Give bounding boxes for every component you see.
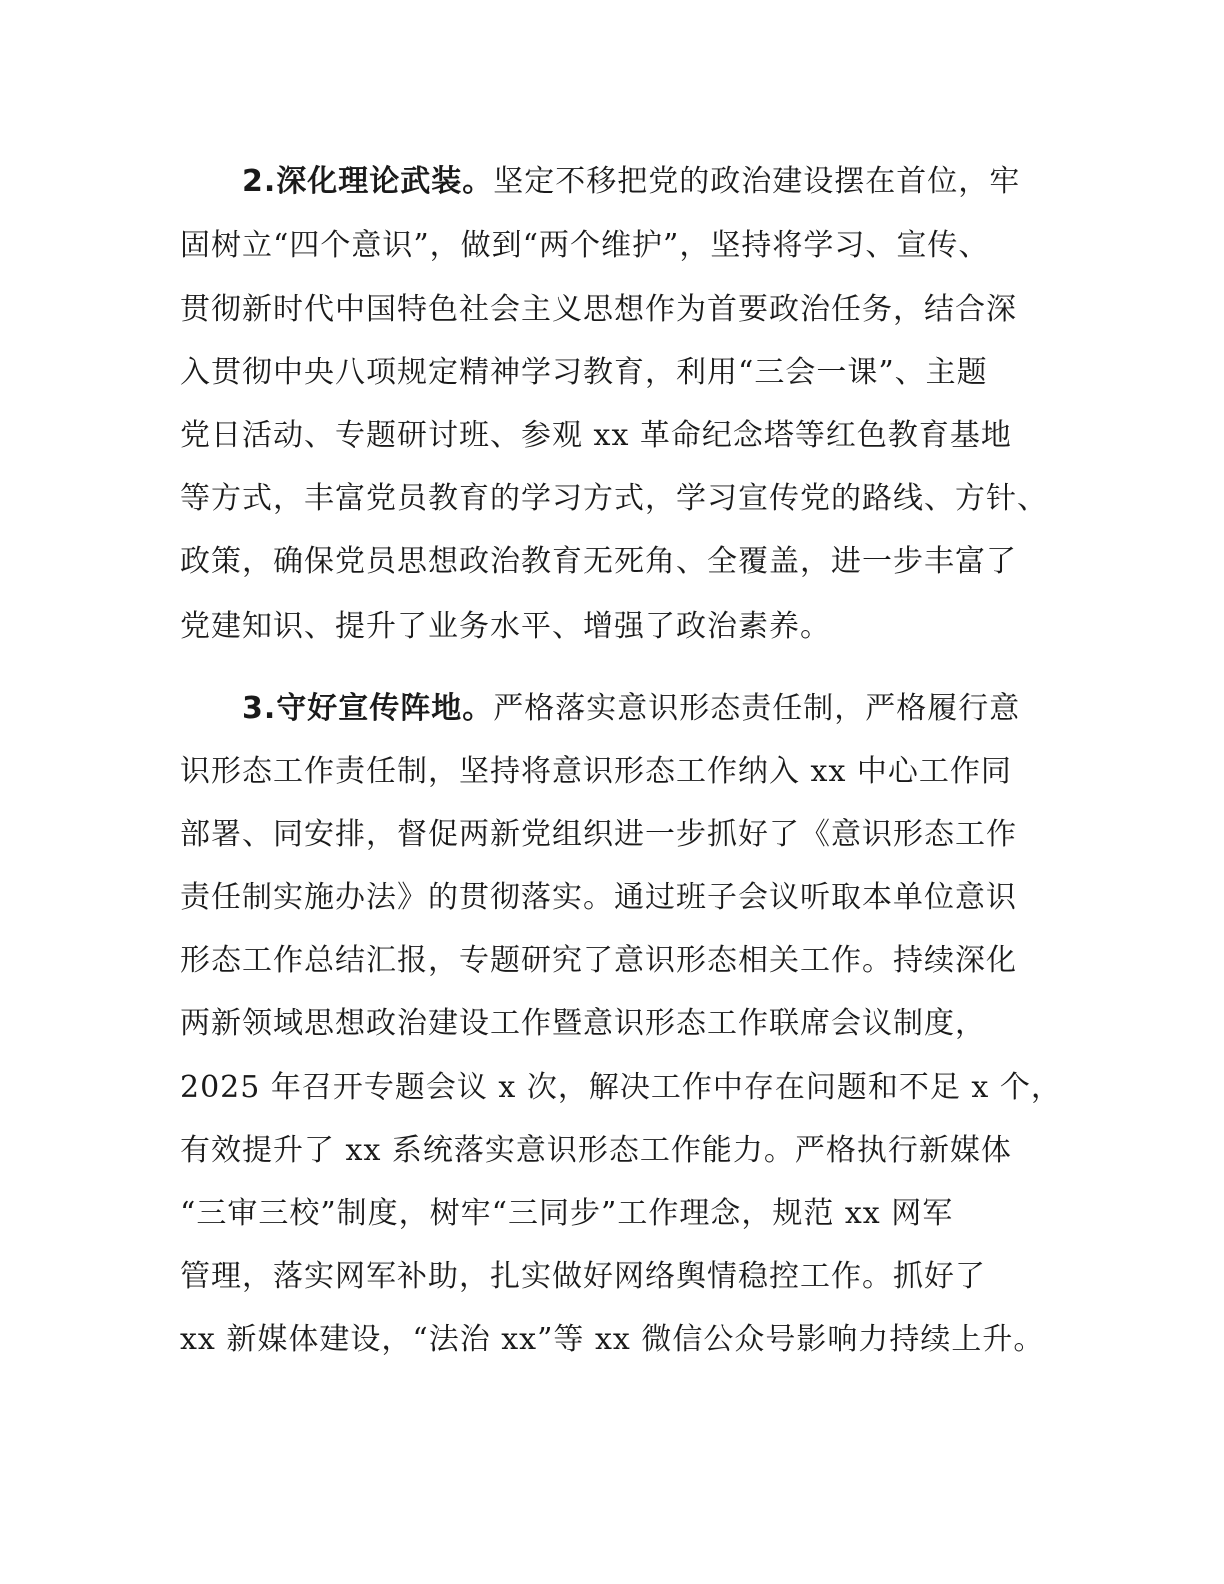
paragraph-line <box>242 689 1020 729</box>
paragraph-line: 有效提升了 xx 系统落实意识形态工作能力。严格执行新媒体 <box>180 1133 1012 1168</box>
paragraph-line: 固树立“四个意识”，做到“两个维护”，坚持将学习、宣传、 <box>180 228 990 263</box>
paragraph-line: 贯彻新时代中国特色社会主义思想作为首要政治任务，结合深 <box>180 292 1017 327</box>
paragraph-line: 部署、同安排，督促两新党组织进一步抓好了《意识形态工作 <box>180 817 1017 852</box>
body-text: 坚定不移把党的政治建设摆在首位，牢 <box>493 164 1021 199</box>
paragraph-line: 责任制实施办法》的贯彻落实。通过班子会议听取本单位意识 <box>180 880 1017 915</box>
paragraph-line: 等方式，丰富党员教育的学习方式，学习宣传党的路线、方针、 <box>180 481 1048 516</box>
paragraph-line: 管理，落实网军补助，扎实做好网络舆情稳控工作。抓好了 <box>180 1259 986 1294</box>
paragraph-line <box>242 162 1020 202</box>
paragraph-line: 党日活动、专题研讨班、参观 xx 革命纪念塔等红色教育基地 <box>180 418 1012 453</box>
paragraph-line: 2025 年召开专题会议 x 次，解决工作中存在问题和不足 x 个， <box>180 1070 1062 1105</box>
paragraph-line: 政策，确保党员思想政治教育无死角、全覆盖，进一步丰富了 <box>180 544 1017 579</box>
paragraph-line: 识形态工作责任制，坚持将意识形态工作纳入 xx 中心工作同 <box>180 754 1012 789</box>
paragraph-line: 入贯彻中央八项规定精神学习教育，利用“三会一课”、主题 <box>180 355 988 390</box>
body-text: 严格落实意识形态责任制，严格履行意 <box>493 691 1021 726</box>
paragraph-line: “三审三校”制度，树牢“三同步”工作理念，规范 xx 网军 <box>180 1196 954 1231</box>
paragraph-line: 形态工作总结汇报，专题研究了意识形态相关工作。持续深化 <box>180 943 1017 978</box>
paragraph-line: 两新领域思想政治建设工作暨意识形态工作联席会议制度， <box>180 1006 986 1041</box>
section-heading: 2.深化理论武装。 <box>242 164 494 199</box>
paragraph-line: 党建知识、提升了业务水平、增强了政治素养。 <box>180 609 831 644</box>
paragraph-line: xx 新媒体建设，“法治 xx”等 xx 微信公众号影响力持续上升。 <box>180 1322 1045 1357</box>
section-heading: 3.守好宣传阵地。 <box>242 691 494 726</box>
